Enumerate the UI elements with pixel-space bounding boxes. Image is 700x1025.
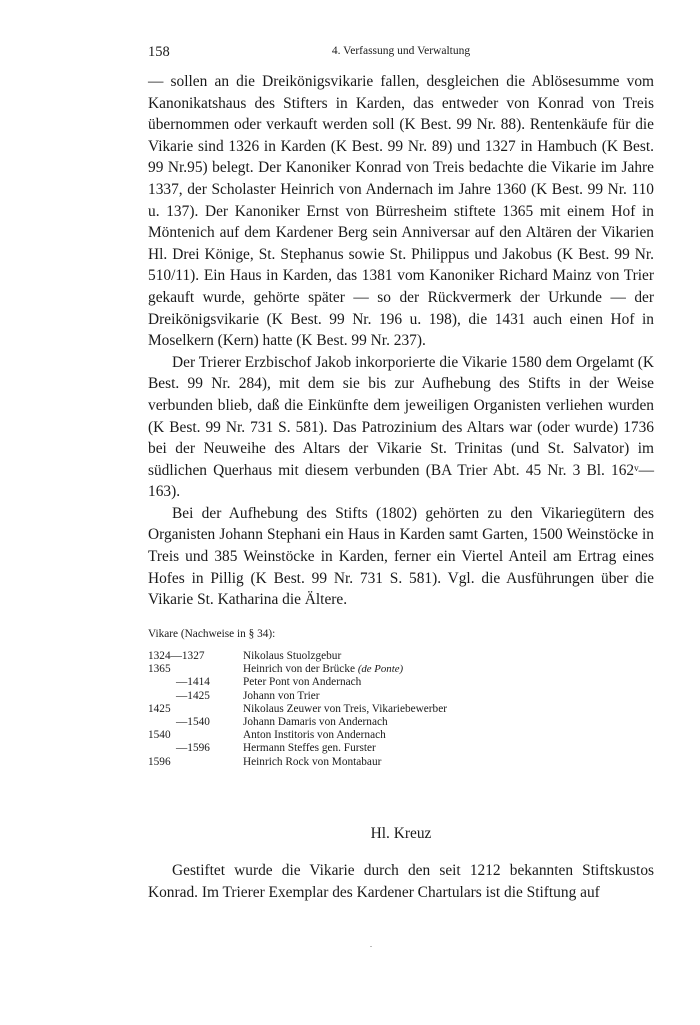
vikar-date: 1540 (148, 729, 171, 742)
vikar-date: —1596 (176, 742, 210, 755)
paragraph: — sollen an die Dreikönigsvikarie fallen, desgleichen die Ablösesumme vom Kanonikatshaus des Stifters in Karden, das entweder von Konrad von Treis übernommen oder verkauft werden soll (K Best. 99 Nr. 88). Rentenkäufe für die Vikarie sind 1326 in Karden (K Best. 99 Nr. 89) und 1327 in Hambuch (K Best. 99 Nr.95) belegt. Der Kanoniker Konrad von Treis bedachte die Vikarie im Jahre 1337, der Scholaster Heinrich von Andernach im Jahre 1360 (K Best. 99 Nr. 110 u. 137). Der Kanoniker Ernst von Bürresheim stiftete 1365 mit einem Hof in Möntenich auf dem Kardener Berg sein Anniversar auf den Altären der Vikarien Hl. Drei Könige, St. Stephanus sowie St. Philippus und Jakobus (K Best. 99 Nr. 510/11). Ein Haus in Karden, das 1381 vom Kanoniker Richard Mainz von Trier gekauft wurde, gehörte später — so der Rückvermerk der Urkunde — der Dreikönigsvikarie (K Best. 99 Nr. 196 u. 198), die 1431 auch einen Hof in Moselkern (Kern) hatte (K Best. 99 Nr. 237). (148, 73, 654, 350)
paragraph: Gestiftet wurde die Vikarie durch den seit 1212 bekannten Stiftskustos Konrad. Im Trierer Exemplar des Kardener Chartulars ist die Stiftung auf (148, 862, 654, 901)
vikar-date: —1414 (176, 676, 210, 689)
paragraph: Der Trierer Erzbischof Jakob inkorporierte die Vikarie 1580 dem Orgelamt (K Best. 99 Nr. 284), mit dem sie bis zur Aufhebung des Stifts in der Weise verbunden blieb, daß die Einkünfte dem jeweiligen Organisten verliehen wurden (K Best. 99 Nr. 731 S. 581). Das Patrozinium des Altars war (oder wurde) 1736 bei der Neuweihe des Altars der Vikarie St. Trinitas (und St. Salvator) im südlichen Querhaus mit diesem verbunden (BA Trier Abt. 45 Nr. 3 Bl. 162ᵛ—163). (148, 353, 654, 501)
body-text (148, 71, 654, 611)
section-body (148, 860, 654, 904)
vikar-name: Peter Pont von Andernach (243, 676, 362, 689)
page-header (148, 44, 654, 64)
list-item (148, 729, 447, 742)
vikar-name: Anton Institoris von Andernach (243, 729, 386, 742)
vikar-date: —1540 (176, 715, 210, 728)
list-item (148, 676, 447, 689)
list-item (148, 716, 447, 729)
list-item (148, 690, 447, 703)
running-head: 4. Verfassung und Verwaltung (331, 45, 471, 57)
scan-speck (370, 946, 372, 947)
vikar-name: Nikolaus Stuolzgebur (243, 650, 342, 662)
list-item (148, 703, 447, 716)
section-heading: Hl. Kreuz (370, 825, 432, 842)
vikar-name: Hermann Steffes gen. Furster (243, 742, 376, 755)
vikar-name: Heinrich Rock von Montabaur (243, 755, 382, 768)
vikar-date: —1425 (176, 689, 210, 702)
vikar-date: 1365 (148, 663, 171, 676)
list-item (148, 756, 447, 769)
list-item (148, 742, 447, 755)
list-item (148, 650, 447, 663)
page-number: 158 (148, 44, 170, 60)
vikar-date: 1596 (148, 755, 171, 768)
vikar-date: 1324—1327 (148, 650, 205, 662)
vikare-list (148, 650, 447, 769)
vikar-name: Johann Damaris von Andernach (243, 715, 388, 728)
vikar-name: Johann von Trier (243, 689, 320, 702)
latin-name-note: (de Ponte) (357, 663, 404, 676)
vikare-list-title: Vikare (Nachweise in § 34): (148, 628, 276, 640)
paragraph: Bei der Aufhebung des Stifts (1802) gehörten zu den Vikariegütern des Organisten Johann Stephani ein Haus in Karden samt Garten, 1500 Weinstöcke in Treis und 385 Weinstöcke in Karden, ferner ein Viertel Anteil am Ertrag eines Hofes in Pillig (K Best. 99 Nr. 731 S. 581). Vgl. die Ausführungen über die Vikarie St. Katharina die Ältere. (148, 504, 654, 609)
vikar-date: 1425 (148, 702, 171, 715)
vikar-name: Nikolaus Zeuwer von Treis, Vikariebewerber (243, 702, 447, 715)
list-item (148, 663, 447, 676)
vikar-name: Heinrich von der Brücke (de Ponte) (243, 663, 404, 676)
